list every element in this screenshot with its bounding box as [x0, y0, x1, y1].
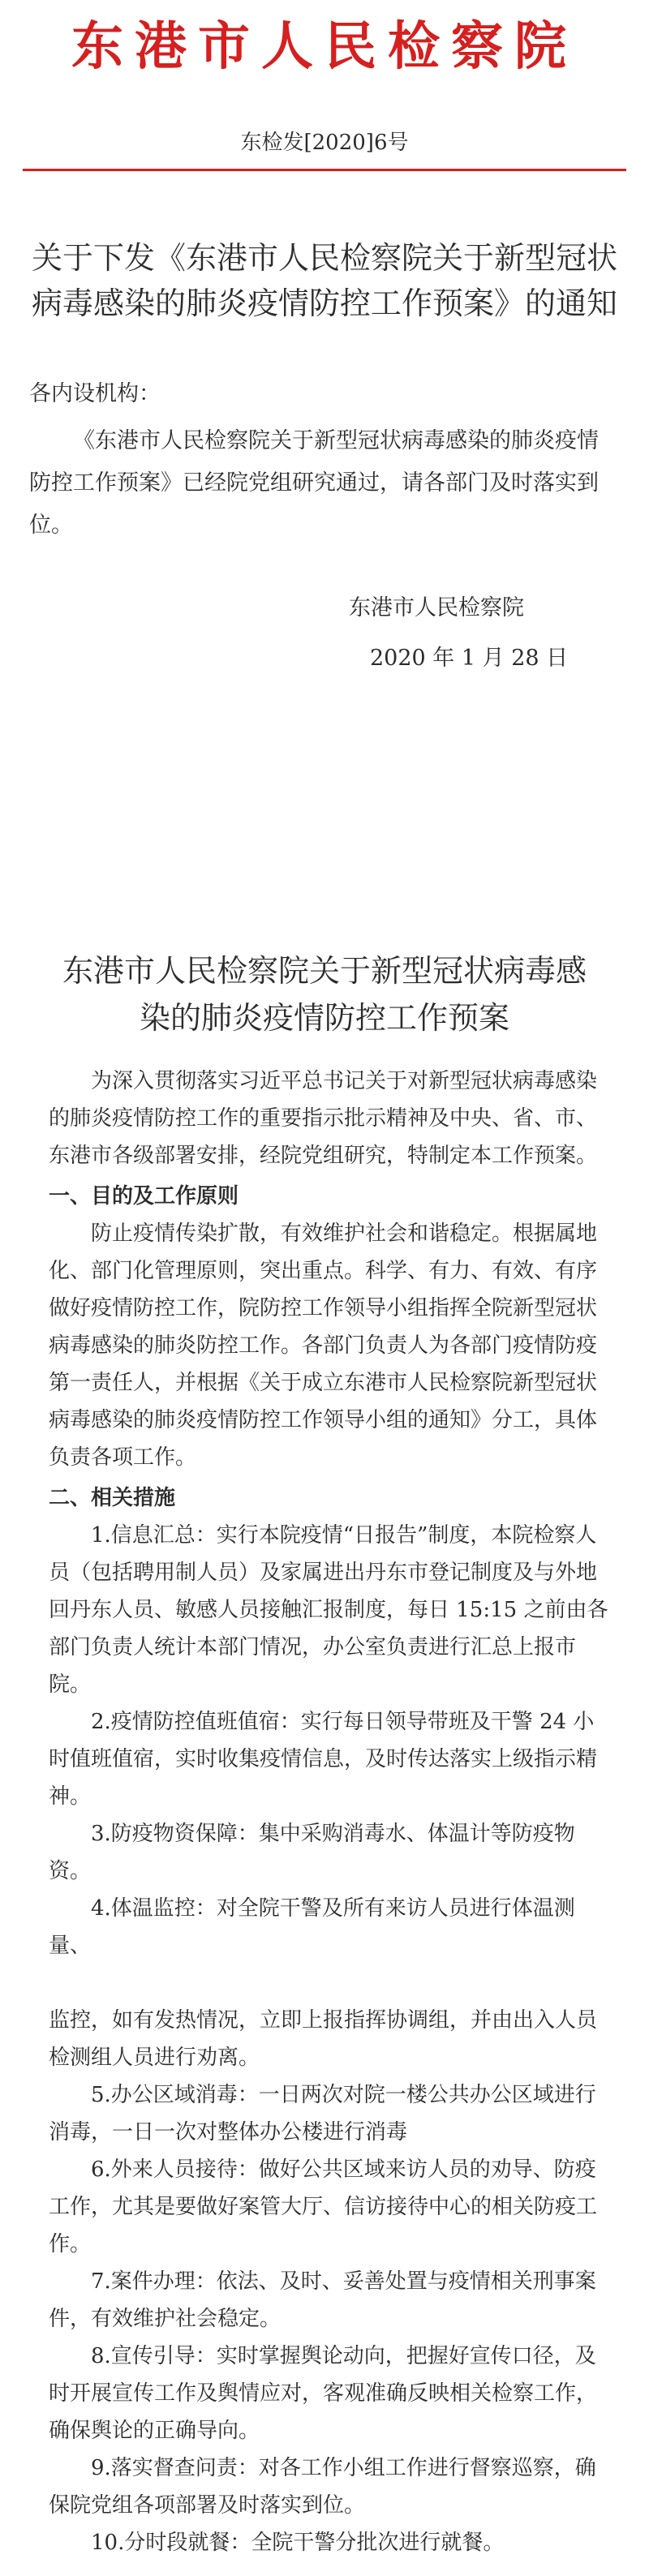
measure-item: 5.办公区域消毒：一日两次对院一楼公共办公区域进行消毒，一日一次对整体办公楼进行消毒: [49, 2083, 596, 2145]
notice-body: 《东港市人民检察院关于新型冠状病毒感染的肺炎疫情防控工作预案》已经院党组研究通过，请各部门及时落实到位。: [29, 428, 599, 538]
red-header-rule: [23, 169, 626, 171]
measure-item: 7.案件办理：依法、及时、妥善处置与疫情相关刑事案件，有效维护社会稳定。: [49, 2269, 596, 2331]
measure-item: 10.分时段就餐：全院干警分批次进行就餐。: [91, 2531, 505, 2555]
measure-item: 监控，如有发热情况，立即上报指挥协调组，并由出入人员检测组人员进行劝离。: [49, 2008, 598, 2070]
measure-item: 4.体温监控：对全院干警及所有来访人员进行体温测量、: [49, 1896, 575, 1958]
section-heading-purpose: 一、目的及工作原则: [49, 1184, 239, 1209]
measure-item: 8.宣传引导：实时掌握舆论动向，把握好宣传口径，及时开展宣传工作及舆情应对，客观准确反映相关检察工作，确保舆论的正确导向。: [49, 2344, 598, 2443]
measure-item: 2.疫情防控值班值宿：实行每日领导带班及干警 24 小时值班值宿，实时收集疫情信息，及时传达落实上级指示精神。: [49, 1710, 598, 1809]
document-number: 东检发[2020]6号: [240, 131, 409, 155]
section-heading-measures: 二、相关措施: [49, 1486, 176, 1510]
notice-title: 关于下发《东港市人民检察院关于新型冠状病毒感染的肺炎疫情防控工作预案》的通知: [31, 240, 617, 321]
notice-addressee: 各内设机构：: [29, 381, 161, 406]
measure-item: 3.防疫物资保障：集中采购消毒水、体温计等防疫物资。: [49, 1822, 575, 1883]
plan-title: 东港市人民检察院关于新型冠状病毒感染的肺炎疫情防控工作预案: [62, 953, 587, 1036]
section-body-purpose: 防止疫情传染扩散，有效维护社会和谐稳定。根据属地化、部门化管理原则，突出重点。科学、有力、有效、有序做好疫情防控工作，院防控工作领导小组指挥全院新型冠状病毒感染的肺炎防控工作。各部门负责人为各部门疫情防疫第一责任人，并根据《关于成立东港市人民检察院新型冠状病毒感染的肺炎疫情防控工作领导小组的通知》分工，具体负责各项工作。: [49, 1221, 598, 1470]
plan-body: [49, 1063, 610, 2561]
notice-signer: 东港市人民检察院: [349, 595, 524, 620]
measure-item: 6.外来人员接待：做好公共区域来访人员的劝导、防疫工作，尤其是要做好案管大厅、信访接待中心的相关防疫工作。: [49, 2157, 598, 2256]
issuing-authority-title: 东港市人民检察院: [71, 17, 578, 77]
notice-date: 2020 年 1 月 28 日: [370, 646, 569, 671]
measure-item: 1.信息汇总：实行本院疫情“日报告”制度，本院检察人员（包括聘用制人员）及家属进出丹东市登记制度及与外地回丹东人员、敏感人员接触汇报制度，每日 15:15 之前由各部门负责人统计本部门情况，办公室负责进行汇总上报市院。: [49, 1523, 608, 1697]
measure-item: 9.落实督查问责：对各工作小组工作进行督察巡察，确保院党组各项部署及时落实到位。: [49, 2456, 596, 2518]
plan-intro: 为深入贯彻落实习近平总书记关于对新型冠状病毒感染的肺炎疫情防控工作的重要指示批示精神及中央、省、市、东港市各级部署安排，经院党组研究，特制定本工作预案。: [49, 1069, 598, 1168]
